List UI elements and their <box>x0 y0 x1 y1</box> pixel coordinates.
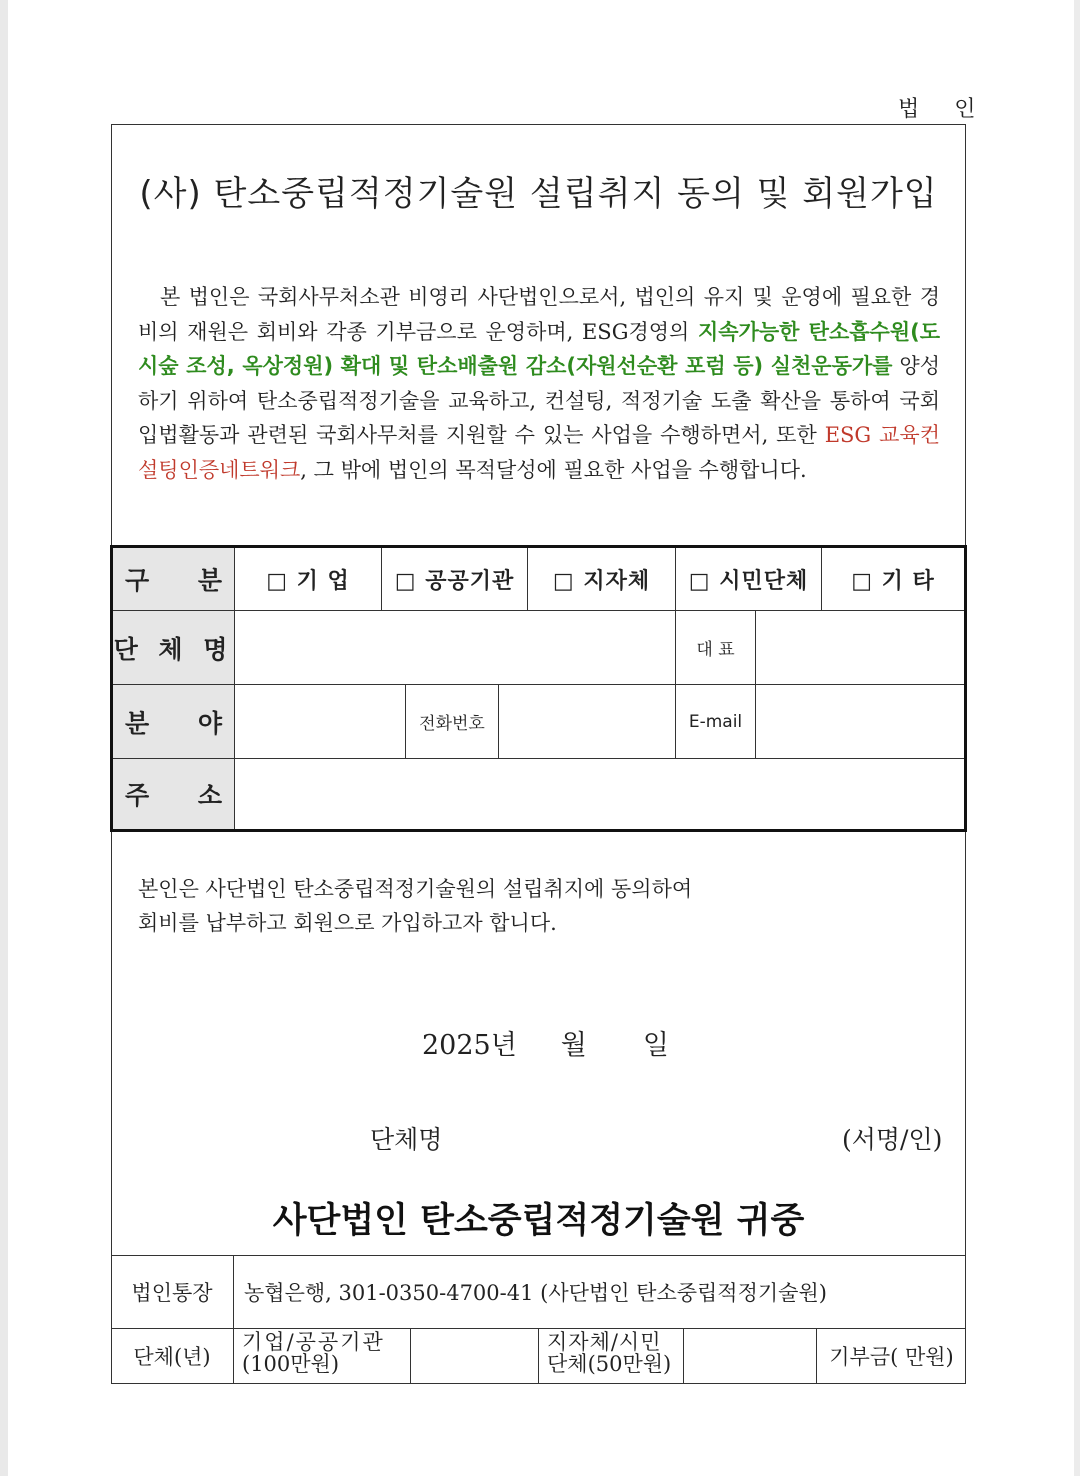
page-edge <box>0 0 8 1476</box>
member-info-table <box>110 545 967 832</box>
field-input[interactable] <box>235 685 406 759</box>
category-label-a: 구 <box>125 566 150 595</box>
phone-label: 전화번호 <box>406 685 499 759</box>
representative-input[interactable] <box>756 611 964 685</box>
bank-label: 법인통장 <box>111 1255 234 1329</box>
fee-localgov-line1: 지자체/시민 <box>547 1330 662 1354</box>
field-label <box>113 685 235 759</box>
fee-company-checkbox[interactable] <box>411 1328 539 1384</box>
page-edge-right <box>1074 0 1080 1476</box>
date-day: 일 <box>642 1030 669 1061</box>
option-company-checkbox[interactable]: □ 기 업 <box>235 548 382 611</box>
consent-line-1: 본인은 사단법인 탄소중립적정기술원의 설립취지에 동의하여 <box>138 877 693 901</box>
form-title: (사) 탄소중립적정기술원 설립취지 동의 및 회원가입 <box>139 174 938 214</box>
category-label <box>113 548 235 611</box>
intro-paragraph <box>138 280 940 487</box>
fee-localgov <box>539 1328 684 1384</box>
bank-account: 농협은행, 301-0350-4700-41 (사단법인 탄소중립적정기술원) <box>244 1281 827 1305</box>
bank-fee-table <box>111 1255 966 1384</box>
consent-statement <box>138 872 692 940</box>
signature-seal-label: (서명/인) <box>842 1125 943 1154</box>
option-localgov-checkbox[interactable]: □ 지자체 <box>528 548 676 611</box>
date-line <box>422 1023 669 1062</box>
address-label-b: 소 <box>197 781 222 810</box>
intro-text-3: , 그 밖에 법인의 목적달성에 필요한 사업을 수행합니다. <box>300 457 807 482</box>
corner-label: 법 인 <box>898 97 990 122</box>
date-year: 2025년 <box>422 1030 517 1061</box>
fee-company-line2: (100만원) <box>242 1352 340 1376</box>
fee-label: 단체(년) <box>111 1328 234 1384</box>
category-label-b: 분 <box>197 566 222 595</box>
fee-company-line1: 기업/공공기관 <box>242 1330 385 1354</box>
addressee: 사단법인 탄소중립적정기술원 귀중 <box>272 1201 805 1241</box>
intro-text-1: 본 법인은 국회사무처소관 비영리 사단법인으로서, 법인의 유지 및 운영에 필요한 경비의 재원은 회비와 각종 기부금으로 운영하며, ESG경영의 <box>138 285 940 344</box>
fee-company <box>234 1328 411 1384</box>
intro-highlight-red: ESG 교육컨설팅인증네트워크 <box>138 423 940 482</box>
option-other-checkbox[interactable]: □ 기 타 <box>822 548 964 611</box>
phone-input[interactable] <box>499 685 676 759</box>
donation-label: 기부금( 만원) <box>829 1345 954 1369</box>
signature-org-label: 단체명 <box>370 1125 443 1154</box>
option-civic-checkbox[interactable]: □ 시민단체 <box>676 548 822 611</box>
consent-line-2: 회비를 납부하고 회원으로 가입하고자 합니다. <box>138 911 557 935</box>
field-label-a: 분 <box>125 708 150 738</box>
representative-label: 대 표 <box>676 611 756 685</box>
address-label-a: 주 <box>125 781 150 810</box>
fee-localgov-line2: 단체(50만원) <box>547 1352 672 1376</box>
address-label <box>113 759 235 829</box>
org-name-input[interactable] <box>235 611 676 685</box>
option-public-checkbox[interactable]: □ 공공기관 <box>382 548 528 611</box>
date-month: 월 <box>560 1030 587 1061</box>
email-input[interactable] <box>756 685 964 759</box>
fee-localgov-checkbox[interactable] <box>684 1328 817 1384</box>
intro-highlight-green: 지속가능한 탄소흡수원(도시숲 조성, 옥상정원) 확대 및 탄소배출원 감소(자원선순환 포럼 등) 실천운동가를 <box>138 319 940 378</box>
field-label-b: 야 <box>197 708 222 738</box>
org-name-label: 단 체 명 <box>113 611 235 685</box>
email-label: E-mail <box>676 685 756 759</box>
address-input[interactable] <box>235 759 964 829</box>
intro-text-2: 양성하기 위하여 탄소중립적정기술을 교육하고, 컨설팅, 적정기술 도출 확산을 통하여 국회 입법활동과 관련된 국회사무처를 지원할 수 있는 사업을 수행하면서, 또한 <box>138 354 940 447</box>
